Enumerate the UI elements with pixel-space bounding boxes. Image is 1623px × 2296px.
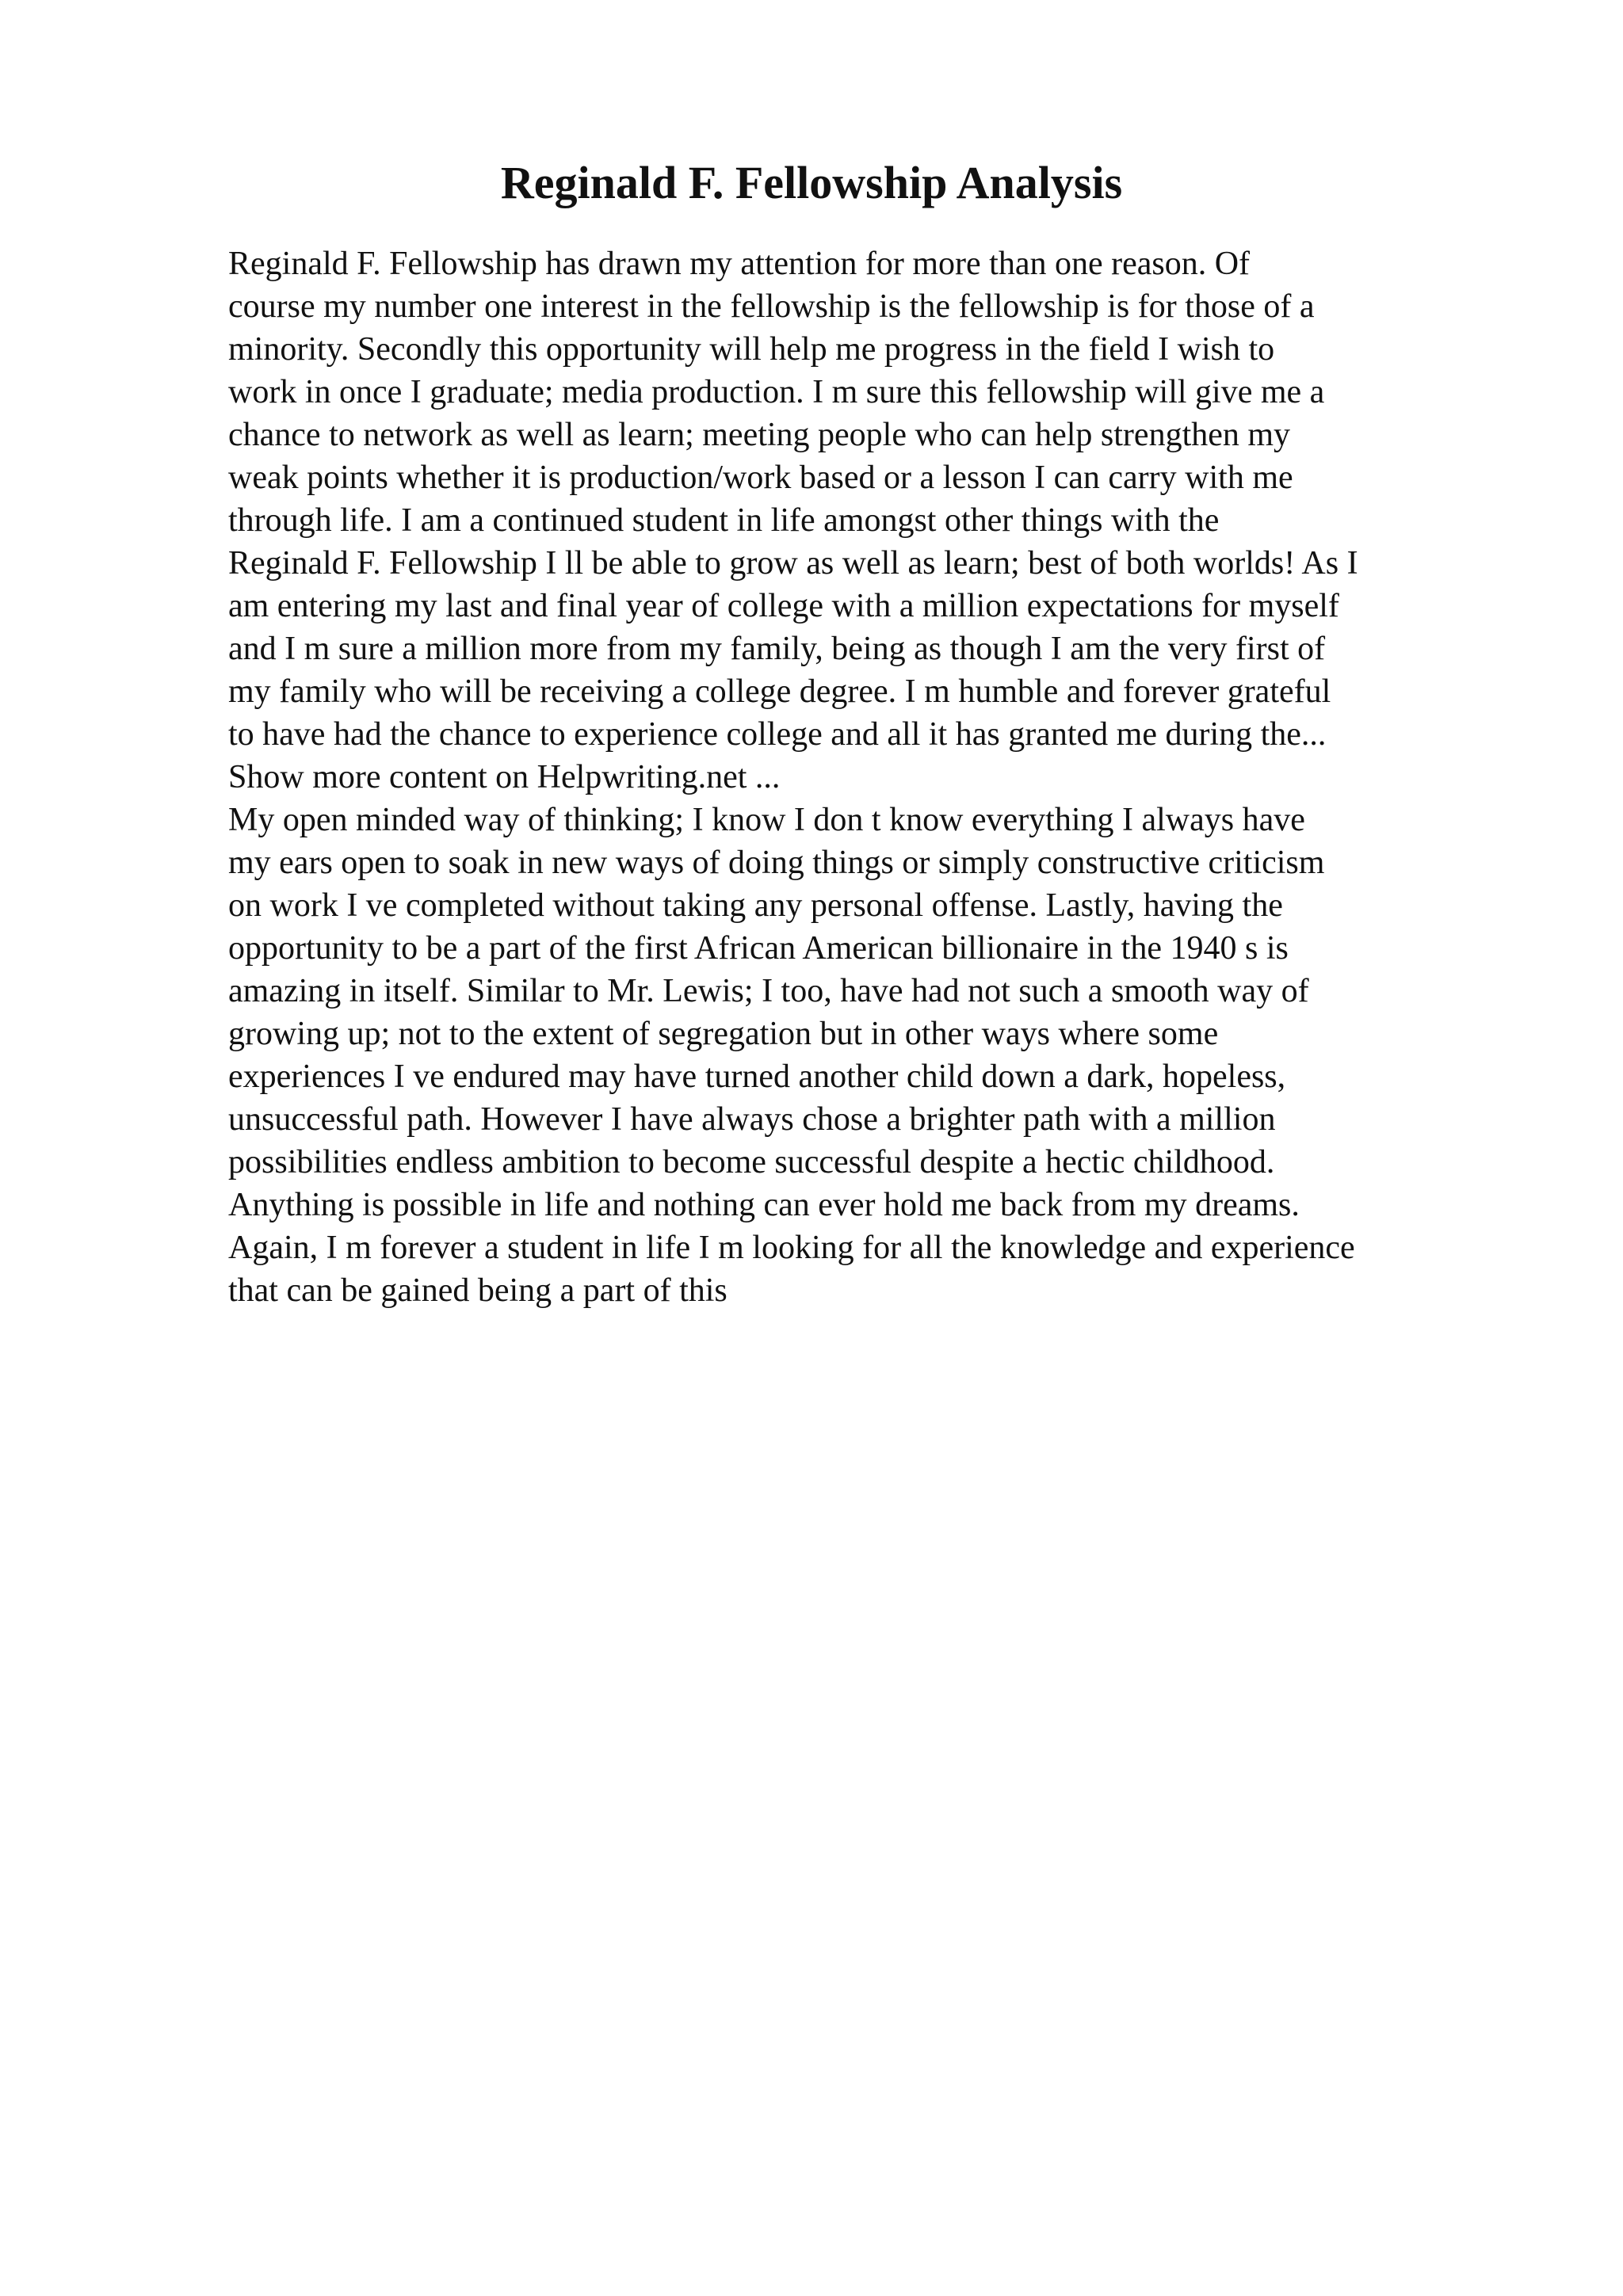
body-line: chance to network as well as learn; meeting people who can help strengthen my — [228, 417, 1291, 453]
body-line: my ears open to soak in new ways of doing things or simply constructive criticism — [228, 845, 1325, 881]
document-body — [228, 242, 1512, 1312]
body-line: and I m sure a million more from my family, being as though I am the very first of — [228, 631, 1326, 667]
body-line: Again, I m forever a student in life I m looking for all the knowledge and experience — [228, 1230, 1355, 1266]
body-line: experiences I ve endured may have turned another child down a dark, hopeless, — [228, 1058, 1286, 1095]
body-line: minority. Secondly this opportunity will help me progress in the field I wish to — [228, 331, 1275, 368]
body-line: work in once I graduate; media production. I m sure this fellowship will give me a — [228, 374, 1325, 410]
body-line: growing up; not to the extent of segregation but in other ways where some — [228, 1016, 1219, 1052]
body-line: opportunity to be a part of the first African American billionaire in the 1940 s is — [228, 930, 1289, 967]
show-more-link[interactable]: Show more content on Helpwriting.net ... — [228, 759, 781, 795]
body-line: am entering my last and final year of college with a million expectations for myself — [228, 588, 1339, 624]
body-line: Anything is possible in life and nothing can ever hold me back from my dreams. — [228, 1187, 1300, 1223]
body-line: course my number one interest in the fellowship is the fellowship is for those of a — [228, 288, 1315, 325]
body-line: through life. I am a continued student in life amongst other things with the — [228, 502, 1220, 539]
body-line: weak points whether it is production/work based or a lesson I can carry with me — [228, 460, 1293, 496]
body-line: My open minded way of thinking; I know I don t know everything I always have — [228, 802, 1305, 838]
body-line: to have had the chance to experience college and all it has granted me during the... — [228, 716, 1327, 753]
body-line: amazing in itself. Similar to Mr. Lewis; I too, have had not such a smooth way of — [228, 973, 1309, 1009]
body-line: unsuccessful path. However I have always chose a brighter path with a million — [228, 1101, 1276, 1138]
body-line: on work I ve completed without taking any personal offense. Lastly, having the — [228, 887, 1283, 924]
body-line: Reginald F. Fellowship has drawn my attention for more than one reason. Of — [228, 246, 1251, 282]
body-line: Reginald F. Fellowship I ll be able to grow as well as learn; best of both worlds! As I — [228, 545, 1358, 582]
body-line: possibilities endless ambition to become successful despite a hectic childhood. — [228, 1144, 1275, 1180]
body-line: that can be gained being a part of this — [228, 1272, 727, 1309]
body-line: my family who will be receiving a college degree. I m humble and forever grateful — [228, 673, 1331, 710]
document-title: Reginald F. Fellowship Analysis — [500, 157, 1123, 208]
